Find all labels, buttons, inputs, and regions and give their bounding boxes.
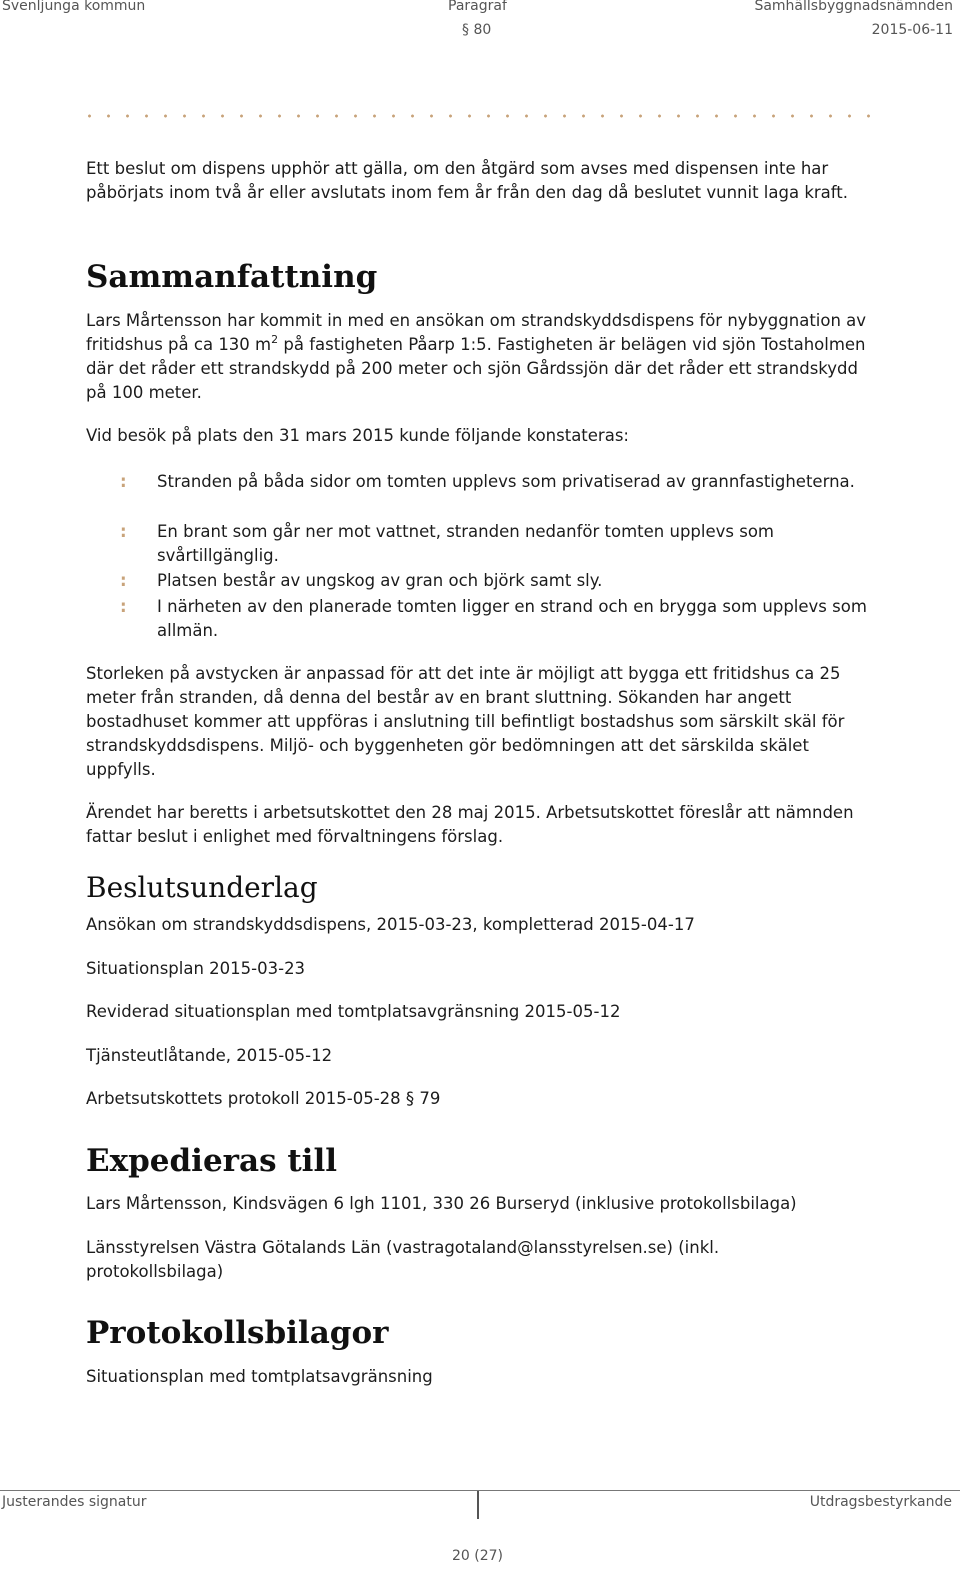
document-item: Arbetsutskottets protokoll 2015-05-28 § 79: [86, 1089, 441, 1108]
paragraph-label: Paragraf: [448, 0, 507, 14]
committee-paragraph: Ärendet har beretts i arbetsutskottet den 28 maj 2015. Arbetsutskottet föreslår att nämnden fattar beslut i enlighet med förvaltningens förslag.: [86, 803, 854, 846]
document-item: Tjänsteutlåtande, 2015-05-12: [86, 1046, 333, 1065]
intro-paragraph: Ett beslut om dispens upphör att gälla, om den åtgärd som avses med dispensen inte har påbörjats inom två år eller avslutats inom fem år från den dag då beslutet vunnit laga kraft.: [86, 159, 849, 202]
recipient-item: Lars Mårtensson, Kindsvägen 6 lgh 1101, 330 26 Burseryd (inklusive protokollsbilaga): [86, 1194, 797, 1213]
document-item: Ansökan om strandskyddsdispens, 2015-03-23, kompletterad 2015-04-17: [86, 915, 695, 934]
visit-intro: Vid besök på plats den 31 mars 2015 kunde följande konstateras:: [86, 426, 629, 445]
signature-label: Justerandes signatur: [2, 1494, 147, 1510]
superscript-2: 2: [271, 333, 279, 346]
heading-expedieras: Expedieras till: [86, 1143, 337, 1179]
meeting-date: 2015-06-11: [871, 22, 953, 38]
signature-divider: [477, 1491, 479, 1519]
heading-sammanfattning: Sammanfattning: [86, 259, 378, 295]
bullet-marker: :: [120, 472, 127, 491]
assessment-paragraph: Storleken på avstycken är anpassad för att det inte är möjligt att bygga ett fritidshus ca 25 meter från stranden, då denna del består av en brant sluttning. Sökanden har angett bostadhuset kommer att uppföras i anslutning till befintligt bostadshus som särskilt skäl för strandskyddsdispens. Miljö- och byggenheten gör bedömningen att det särskilda skälet uppfylls.: [86, 664, 845, 779]
heading-protokollsbilagor: Protokollsbilagor: [86, 1315, 389, 1351]
paragraph-number: § 80: [462, 22, 492, 38]
heading-beslutsunderlag: Beslutsunderlag: [86, 871, 318, 904]
document-item: Reviderad situationsplan med tomtplatsavgränsning 2015-05-12: [86, 1002, 621, 1021]
certification-label: Utdragsbestyrkande: [809, 1494, 952, 1510]
footer-divider: [0, 1490, 960, 1491]
attachment-item: Situationsplan med tomtplatsavgränsning: [86, 1367, 433, 1386]
bullet-marker: :: [120, 571, 127, 590]
document-item: Situationsplan 2015-03-23: [86, 959, 306, 978]
bullet-marker: :: [120, 522, 127, 541]
recipient-item: Länsstyrelsen Västra Götalands Län (vastragotaland@lansstyrelsen.se) (inkl. protokollsbilaga): [86, 1238, 720, 1281]
page-number: 20 (27): [452, 1548, 504, 1564]
dotted-separator: [80, 112, 870, 120]
summary-paragraph: Lars Mårtensson har kommit in med en ansökan om strandskyddsdispens för nybyggnation av fritidshus på ca 130 $m^2$ på fastigheten Påarp 1:5. Fastigheten är belägen vid sjön Tostaholmen där det råder ett strandskydd på 200 meter och sjön Gårdssjön där det råder ett strandskydd på 100 meter.: [86, 311, 867, 402]
municipality-name: Svenljunga kommun: [2, 0, 146, 14]
board-name: Samhällsbyggnadsnämnden: [754, 0, 953, 14]
bullet-marker: :: [120, 597, 127, 616]
